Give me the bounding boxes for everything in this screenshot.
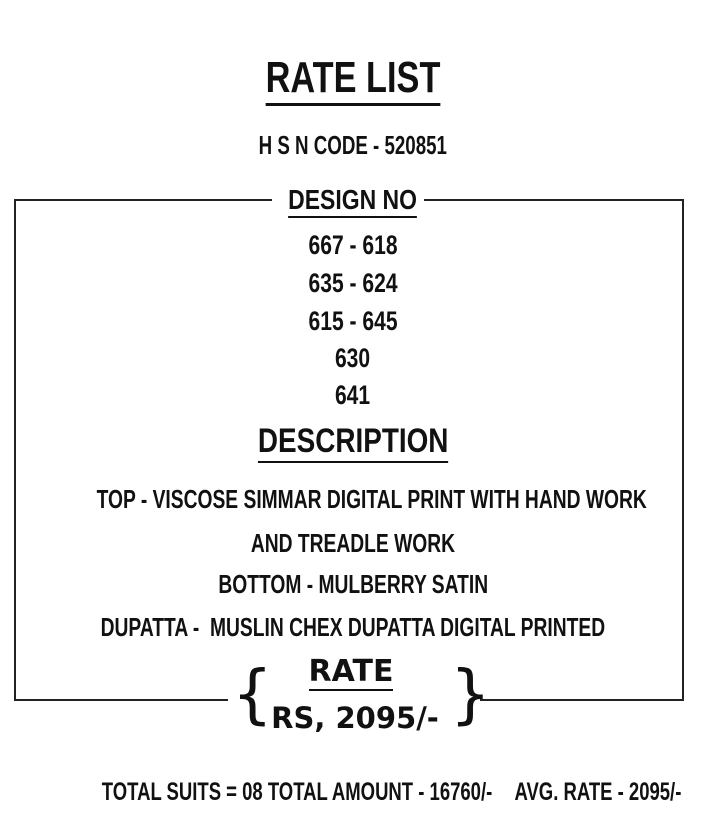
description-line: [0, 567, 706, 601]
design-no-heading-text: DESIGN NO: [289, 184, 418, 218]
design-number: [0, 266, 706, 300]
avg-rate: AVG. RATE - 2095/-: [514, 778, 682, 806]
design-number: [0, 378, 706, 412]
design-number-text: 635 - 624: [308, 268, 398, 298]
description-line: [0, 526, 706, 560]
design-number: [0, 304, 706, 338]
design-number-text: 630: [335, 343, 371, 373]
design-number: [0, 341, 706, 375]
design-number: [0, 228, 706, 262]
description-heading-text: DESCRIPTION: [258, 421, 449, 463]
rate-label-text: RATE: [308, 654, 394, 689]
total-suits-amount: TOTAL SUITS = 08 TOTAL AMOUNT - 16760/-: [101, 778, 493, 806]
design-number-text: 641: [335, 380, 371, 410]
description-line-text: TOP - VISCOSE SIMMAR DIGITAL PRINT WITH HAND WORK: [96, 484, 647, 514]
design-no-heading: [0, 182, 706, 218]
left-brace-icon: {: [232, 658, 273, 732]
title-text: RATE LIST: [266, 53, 441, 106]
footer-summary-text: [102, 776, 682, 808]
rate-value: RS, 2095/-: [271, 701, 439, 735]
page-title: [0, 52, 706, 106]
description-line-text: DUPATTA - MUSLIN CHEX DUPATTA DIGITAL PRINTED: [100, 612, 606, 642]
description-line: [0, 610, 706, 644]
description-line-text: BOTTOM - MULBERRY SATIN: [218, 569, 488, 599]
design-number-text: 667 - 618: [308, 230, 398, 260]
description-line-text: AND TREADLE WORK: [250, 528, 456, 558]
design-number-text: 615 - 645: [308, 306, 398, 336]
rate-label: [296, 654, 406, 691]
hsn-code-text: H S N CODE - 520851: [258, 130, 448, 160]
right-brace-icon: }: [450, 658, 491, 732]
description-line: [0, 482, 706, 516]
footer-summary: [0, 776, 706, 808]
hsn-code: [0, 128, 706, 162]
description-heading: [0, 420, 706, 463]
